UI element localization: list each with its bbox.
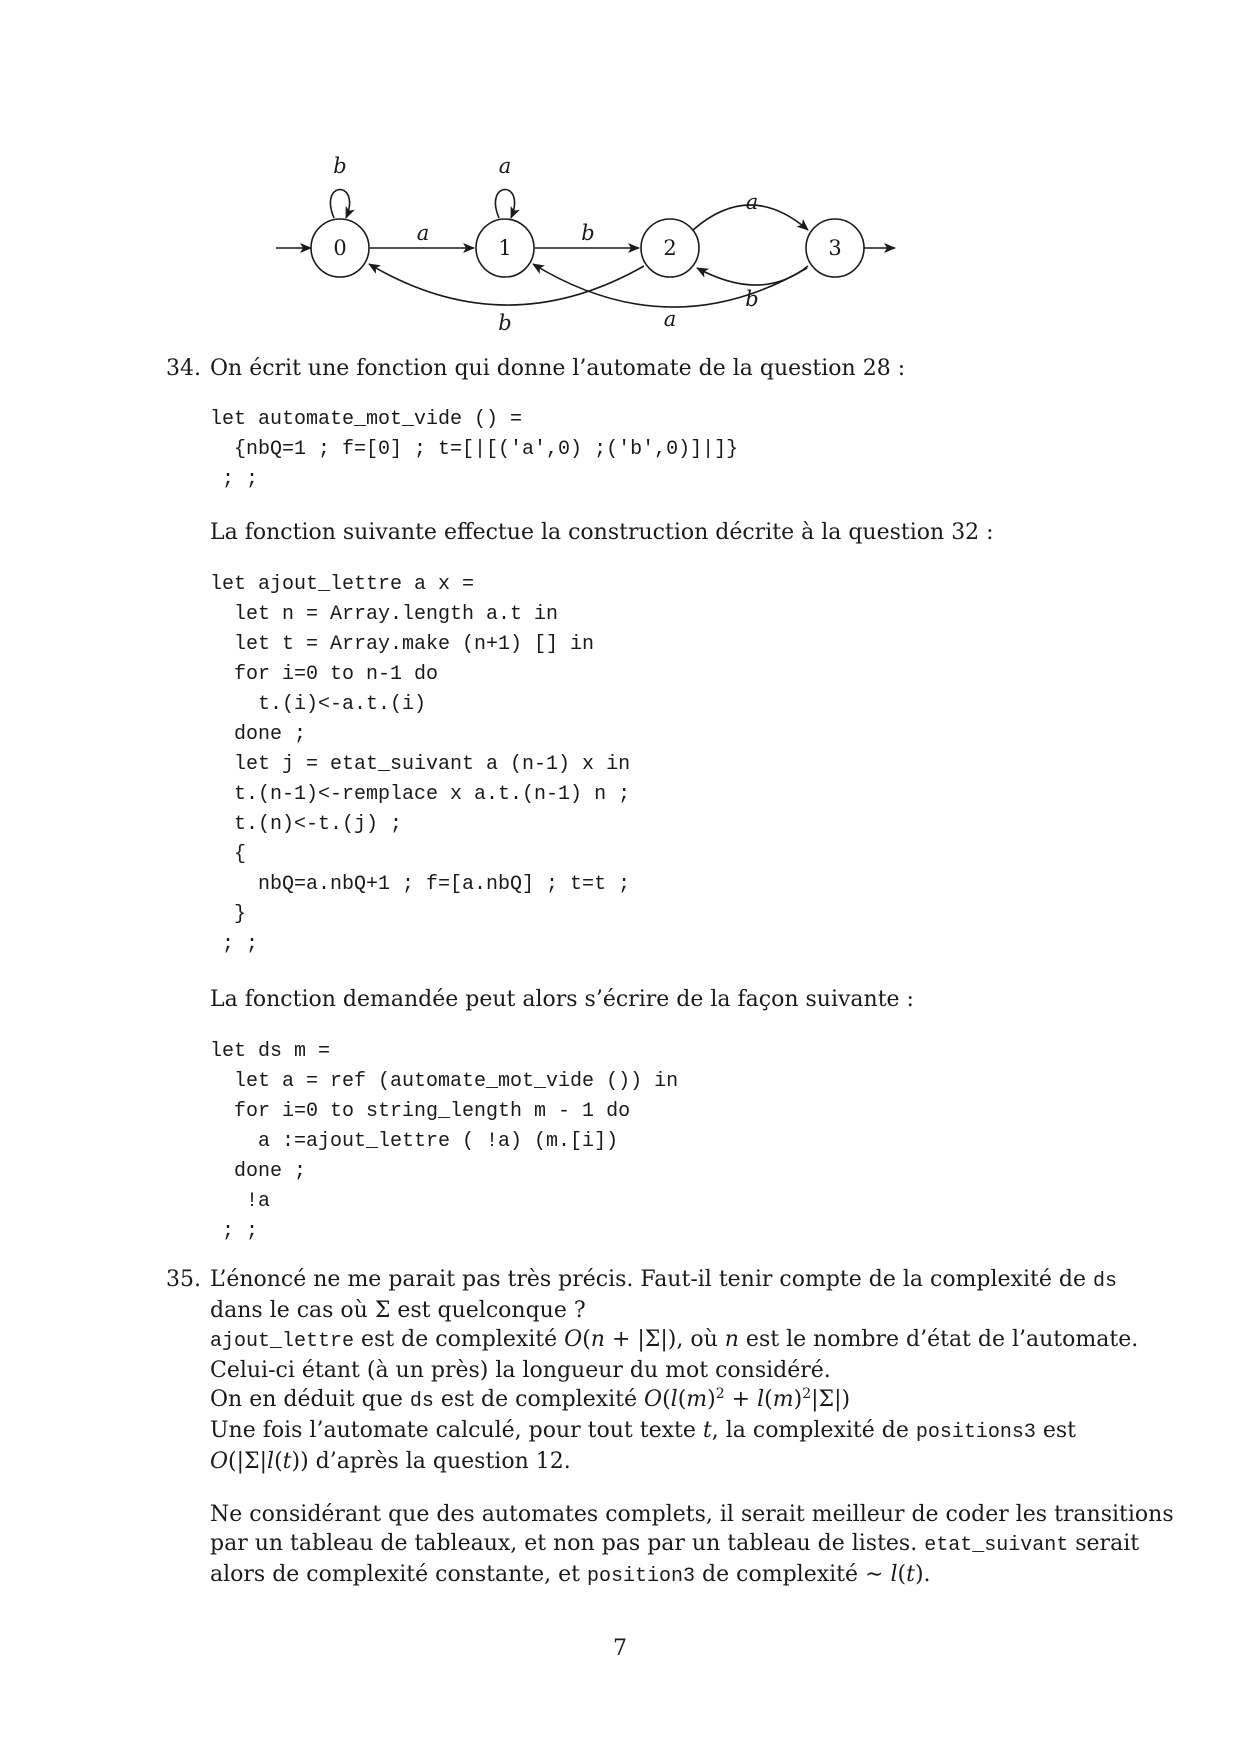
state-2-label: 2 <box>663 236 677 260</box>
q35-l5-m1: O <box>644 1387 663 1412</box>
q35-l5-text-a: On en déduit que <box>210 1387 403 1412</box>
q35-l6-text-a: Une fois l’automate calculé, pour tout texte <box>210 1418 696 1443</box>
q35-l6-text-c: est <box>1042 1418 1077 1443</box>
q35-p2-l3-text-a: alors de complexité constante, et <box>210 1562 581 1587</box>
label-loop-0: b <box>333 154 347 178</box>
q35-l3-code: ajout_lettre <box>210 1330 355 1353</box>
q35-l3-math-1: O <box>564 1327 583 1352</box>
q35-l7-m2: (|Σ| <box>228 1449 268 1474</box>
q35-l5-text-b: est de complexité <box>440 1387 638 1412</box>
state-0-label: 0 <box>333 236 347 260</box>
q35-l1-text: L’énoncé ne me parait pas très précis. Faut-il tenir compte de la complexité de <box>210 1267 1086 1292</box>
q35-l6-t: t <box>702 1418 712 1443</box>
q35-l5-m7: + <box>724 1387 758 1412</box>
question-35-body <box>210 1265 1139 1476</box>
state-1-label: 1 <box>498 236 512 260</box>
q35-l3-math-2: ( <box>582 1327 591 1352</box>
q35-p2-l3-m3: t <box>906 1562 915 1587</box>
q35-l5-m3: l <box>670 1387 678 1412</box>
q35-p2-l3-m1: l <box>890 1562 898 1587</box>
question-34-number: 34. <box>166 356 201 381</box>
q35-l3-text-a: est de complexité <box>361 1327 558 1352</box>
loop-1 <box>495 190 514 219</box>
question-35-paragraph-2 <box>210 1500 1174 1591</box>
q35-l3-text-b: , où <box>676 1327 718 1352</box>
q35-l5-code: ds <box>409 1390 434 1413</box>
q35-l1-code: ds <box>1092 1270 1117 1293</box>
q35-p2-l2-code: etat_suivant <box>924 1534 1069 1557</box>
loop-0 <box>330 190 349 219</box>
q35-p2-l3-m2: ( <box>897 1562 907 1587</box>
q35-l7-m1: O <box>210 1449 229 1474</box>
q35-l4: Celui-ci étant (à un près) la longueur du mot considéré. <box>210 1358 831 1383</box>
question-34-intro: On écrit une fonction qui donne l’automate de la question 28 : <box>210 356 906 381</box>
label-2-0: b <box>498 311 512 335</box>
q35-l7-m4: ( <box>274 1449 283 1474</box>
label-1-2: b <box>581 221 595 245</box>
label-loop-1: a <box>498 154 512 178</box>
label-3-2: b <box>745 287 759 311</box>
q35-l5-m10: m <box>772 1387 794 1412</box>
q35-l7-m6: )) <box>291 1449 309 1474</box>
q35-l2: dans le cas où Σ est quelconque ? <box>210 1298 586 1323</box>
state-3-label: 3 <box>828 236 842 260</box>
q35-l5-m6: ) <box>707 1387 716 1412</box>
q35-l5-m8: l <box>757 1387 765 1412</box>
q35-p2-l3-code: position3 <box>587 1565 696 1588</box>
q35-l5-m2: ( <box>662 1387 671 1412</box>
code-ajout-lettre: let ajout_lettre a x = let n = Array.length a.t in let t = Array.make (n+1) [] in for i=0 to n-1 do t.(i)<-a.t.(i) done ; let j = etat_suivant a (n-1) x in t.(n-1)<-remplace x a.t.(n-1) n ; t.(n)<-t.(j) ; { nbQ=a.nbQ+1 ; f=[a.nbQ] ; t=t ; } ; ; <box>210 573 631 956</box>
q35-p2-l3-m4: ). <box>914 1562 931 1587</box>
automaton-diagram <box>0 140 1240 360</box>
q35-p2-l2-text-a: par un tableau de tableaux, et non pas par un tableau de listes. <box>210 1531 918 1556</box>
question-35-number: 35. <box>166 1267 201 1292</box>
q35-l5-m11: ) <box>793 1387 803 1412</box>
q35-p2-l3-text-b: de complexité ∼ <box>702 1562 884 1587</box>
label-3-1: a <box>663 307 677 331</box>
q35-l3-math-3: n <box>590 1327 605 1352</box>
q35-l7-m3: l <box>267 1449 275 1474</box>
code-automate-mot-vide: let automate_mot_vide () = {nbQ=1 ; f=[0] ; t=[|[('a',0) ;('b',0)]|]} ; ; <box>210 408 739 491</box>
state-3 <box>806 219 864 277</box>
code-ds: let ds m = let a = ref (automate_mot_vide ()) in for i=0 to string_length m - 1 do a :=ajout_lettre ( !a) (m.[i]) done ; !a ; ; <box>210 1040 679 1243</box>
q35-l3-n: n <box>724 1327 739 1352</box>
state-2 <box>641 219 699 277</box>
q35-l6-code: positions3 <box>915 1421 1036 1444</box>
page-number: 7 <box>613 1636 627 1661</box>
q35-l3-text-c: est le nombre d’état de l’automate. <box>745 1327 1139 1352</box>
q35-l6-text-b: , la complexité de <box>711 1418 909 1443</box>
q35-l5-sup1: 2 <box>715 1386 725 1402</box>
label-2-3: a <box>745 190 759 214</box>
q35-l5-m9: ( <box>764 1387 773 1412</box>
question-34-text-2: La fonction suivante effectue la construction décrite à la question 32 : <box>210 520 994 545</box>
q35-l5-m4: ( <box>677 1387 687 1412</box>
q35-l3-math-4: + |Σ|) <box>604 1327 677 1352</box>
q35-l5-sup2: 2 <box>802 1386 812 1402</box>
state-0 <box>311 219 369 277</box>
q35-l5-m5: m <box>686 1387 708 1412</box>
label-0-1: a <box>416 221 430 245</box>
q35-p2-l1: Ne considérant que des automates complets, il serait meilleur de coder les transitions <box>210 1502 1174 1527</box>
edge-3-2 <box>697 266 808 285</box>
q35-p2-l2-text-b: serait <box>1075 1531 1140 1556</box>
question-34-text-3: La fonction demandée peut alors s’écrire de la façon suivante : <box>210 987 914 1012</box>
q35-l7-m5: t <box>282 1449 292 1474</box>
q35-l5-m12: |Σ|) <box>811 1387 851 1412</box>
state-1 <box>476 219 534 277</box>
q35-l7-text-b: d’après la question 12. <box>308 1449 571 1474</box>
